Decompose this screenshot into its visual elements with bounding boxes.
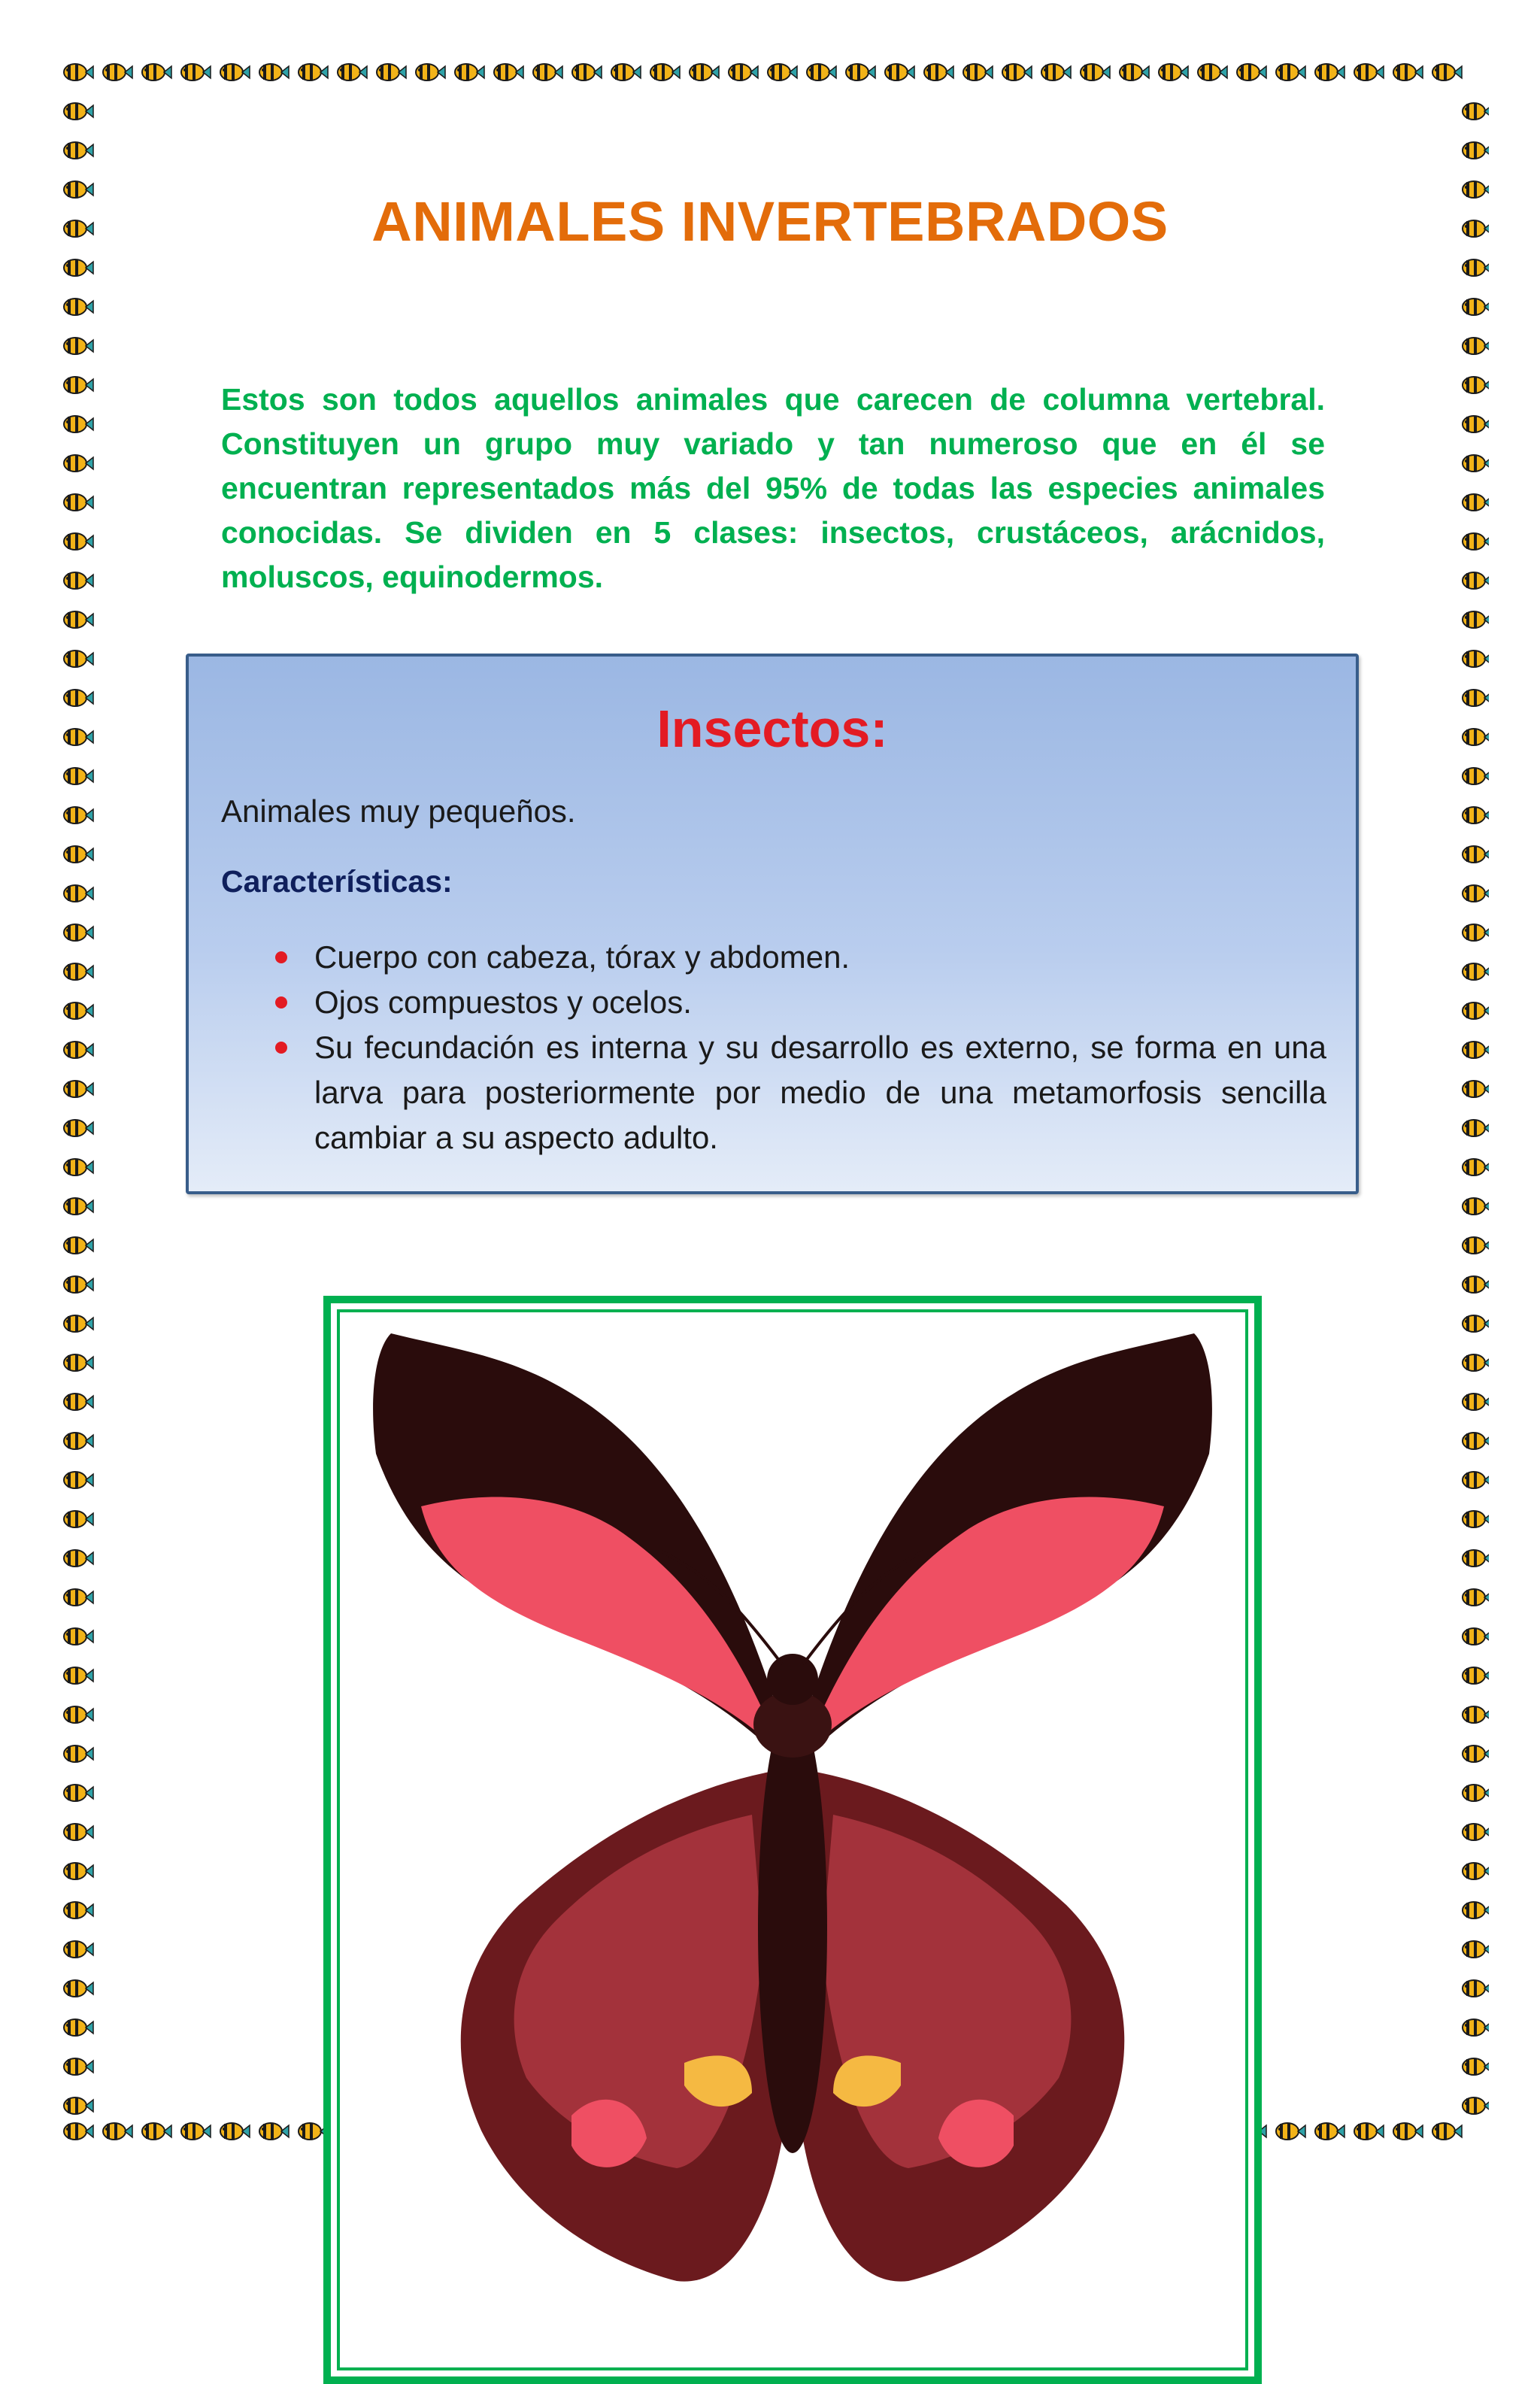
- fish-icon: [1463, 1785, 1489, 1801]
- fish-icon: [64, 846, 93, 863]
- fish-icon: [64, 1863, 93, 1879]
- fish-icon: [1463, 1902, 1489, 1918]
- fish-icon: [1463, 807, 1489, 823]
- fish-icon: [1463, 1863, 1489, 1879]
- fish-icon: [455, 64, 484, 80]
- fish-icon: [299, 64, 328, 80]
- fish-icon: [64, 1550, 93, 1567]
- fish-icon: [1463, 1315, 1489, 1332]
- fish-icon: [377, 64, 406, 80]
- fish-icon: [1463, 1746, 1489, 1762]
- fish-icon: [1463, 611, 1489, 628]
- fish-icon: [64, 338, 93, 354]
- fish-icon: [1463, 729, 1489, 745]
- fish-icon: [1463, 494, 1489, 511]
- fish-icon: [650, 64, 680, 80]
- fish-icon: [1463, 338, 1489, 354]
- fish-icon: [103, 64, 132, 80]
- list-item: [221, 1025, 1326, 1160]
- fish-icon: [1463, 768, 1489, 784]
- fish-icon: [64, 64, 93, 80]
- card-subtitle: Animales muy pequeños.: [221, 793, 576, 829]
- fish-icon: [846, 64, 875, 80]
- list-item-text: Su fecundación es interna y su desarrollo es externo, se forma en una larva para posteriormente por medio de una metamorfosis sencilla cambiar a su aspecto adulto.: [314, 1030, 1326, 1155]
- fish-icon: [64, 1628, 93, 1645]
- fish-icon: [1463, 1159, 1489, 1175]
- fish-icon: [1393, 2123, 1423, 2140]
- fish-icon: [1120, 64, 1149, 80]
- fish-icon: [1432, 2123, 1462, 2140]
- fish-icon: [1463, 572, 1489, 589]
- fish-icon: [1463, 142, 1489, 159]
- fish-icon: [64, 1941, 93, 1958]
- fish-icon: [64, 690, 93, 706]
- fish-icon: [181, 2123, 211, 2140]
- bullet-icon: [275, 996, 287, 1008]
- fish-icon: [64, 103, 93, 120]
- fish-icon: [1463, 1394, 1489, 1410]
- fish-icon: [181, 64, 211, 80]
- fish-icon: [1354, 64, 1384, 80]
- fish-icon: [64, 2123, 93, 2140]
- fish-icon: [1463, 1589, 1489, 1606]
- fish-icon: [416, 64, 445, 80]
- fish-icon: [64, 1667, 93, 1684]
- fish-icon: [1315, 64, 1344, 80]
- fish-icon: [64, 1081, 93, 1097]
- fish-icon: [64, 1472, 93, 1488]
- fish-icon: [807, 64, 836, 80]
- fish-icon: [338, 64, 367, 80]
- fish-icon: [1393, 64, 1423, 80]
- fish-icon: [1463, 963, 1489, 980]
- fish-icon: [64, 1276, 93, 1293]
- fish-icon: [64, 377, 93, 393]
- insectos-card: [186, 654, 1359, 1194]
- characteristics-list: [221, 935, 1326, 1160]
- fish-icon: [259, 64, 289, 80]
- fish-icon: [1081, 64, 1110, 80]
- fish-icon: [963, 64, 993, 80]
- fish-icon: [885, 64, 914, 80]
- fish-icon: [1463, 1433, 1489, 1449]
- fish-icon: [64, 455, 93, 472]
- fish-icon: [1463, 533, 1489, 550]
- fish-icon: [103, 2123, 132, 2140]
- fish-icon: [1463, 846, 1489, 863]
- fish-icon: [1463, 299, 1489, 315]
- fish-icon: [64, 1394, 93, 1410]
- fish-icon: [64, 142, 93, 159]
- fish-icon: [64, 729, 93, 745]
- fish-icon: [64, 1002, 93, 1019]
- fish-icon: [64, 299, 93, 315]
- fish-icon: [1463, 651, 1489, 667]
- fish-icon: [1463, 690, 1489, 706]
- list-item: [221, 980, 1326, 1025]
- bullet-icon: [275, 1042, 287, 1054]
- fish-icon: [64, 1980, 93, 1997]
- fish-icon: [64, 259, 93, 276]
- fish-icon: [64, 924, 93, 941]
- fish-icon: [64, 611, 93, 628]
- fish-icon: [1463, 1120, 1489, 1136]
- fish-icon: [64, 1315, 93, 1332]
- fish-icon: [1463, 1511, 1489, 1527]
- fish-icon: [64, 885, 93, 902]
- fish-icon: [1276, 64, 1305, 80]
- fish-icon: [64, 1824, 93, 1840]
- fish-icon: [64, 768, 93, 784]
- fish-icon: [64, 1198, 93, 1215]
- fish-icon: [64, 2097, 93, 2114]
- fish-icon: [1159, 64, 1188, 80]
- fish-icon: [1463, 1824, 1489, 1840]
- bullet-icon: [275, 951, 287, 963]
- fish-icon: [1463, 1237, 1489, 1254]
- fish-icon: [1463, 1042, 1489, 1058]
- fish-icon: [690, 64, 719, 80]
- fish-icon: [1237, 64, 1266, 80]
- fish-icon: [259, 2123, 289, 2140]
- fish-icon: [142, 64, 171, 80]
- fish-icon: [533, 64, 562, 80]
- list-item: [221, 935, 1326, 980]
- fish-icon: [1463, 416, 1489, 432]
- fish-icon: [1463, 1628, 1489, 1645]
- fish-icon: [1354, 2123, 1384, 2140]
- butterfly-icon: [331, 1303, 1254, 2376]
- fish-icon: [729, 64, 758, 80]
- card-title: Insectos:: [656, 699, 888, 758]
- butterfly-image-frame: [323, 1296, 1262, 2384]
- characteristics-label: Características:: [221, 864, 453, 899]
- intro-paragraph: Estos son todos aquellos animales que carecen de columna vertebral. Constituyen un grupo muy variado y tan numeroso que en él se encuentran representados más del 95% de todas las especies animales conocidas. Se dividen en 5 clases: insectos, crustáceos, arácnidos, moluscos, equinodermos.: [221, 382, 1325, 594]
- fish-icon: [1463, 2019, 1489, 2036]
- fish-icon: [220, 2123, 250, 2140]
- fish-icon: [1463, 1472, 1489, 1488]
- fish-icon: [64, 1785, 93, 1801]
- fish-icon: [64, 2058, 93, 2075]
- list-item-text: Ojos compuestos y ocelos.: [314, 984, 692, 1020]
- fish-icon: [64, 1589, 93, 1606]
- fish-icon: [572, 64, 602, 80]
- fish-icon: [64, 1433, 93, 1449]
- fish-icon: [1463, 1081, 1489, 1097]
- fish-icon: [64, 1042, 93, 1058]
- fish-icon: [1041, 64, 1071, 80]
- fish-icon: [1463, 259, 1489, 276]
- fish-icon: [1002, 64, 1032, 80]
- fish-icon: [64, 416, 93, 432]
- fish-icon: [64, 1902, 93, 1918]
- fish-icon: [64, 1237, 93, 1254]
- fish-icon: [64, 2019, 93, 2036]
- fish-icon: [64, 1511, 93, 1527]
- fish-icon: [1463, 103, 1489, 120]
- fish-icon: [1463, 1706, 1489, 1723]
- page-title: ANIMALES INVERTEBRADOS: [371, 190, 1169, 253]
- fish-icon: [1463, 2097, 1489, 2114]
- fish-icon: [1198, 64, 1227, 80]
- fish-icon: [64, 1706, 93, 1723]
- fish-icon: [64, 494, 93, 511]
- fish-icon: [64, 807, 93, 823]
- fish-icon: [1463, 1980, 1489, 1997]
- fish-icon: [768, 64, 797, 80]
- fish-icon: [64, 1120, 93, 1136]
- fish-icon: [1432, 64, 1462, 80]
- fish-icon: [924, 64, 953, 80]
- fish-icon: [64, 1746, 93, 1762]
- fish-icon: [220, 64, 250, 80]
- fish-icon: [1463, 1276, 1489, 1293]
- fish-icon: [1463, 1002, 1489, 1019]
- fish-icon: [1463, 1550, 1489, 1567]
- fish-icon: [611, 64, 641, 80]
- fish-icon: [1463, 1667, 1489, 1684]
- fish-icon: [64, 963, 93, 980]
- fish-icon: [1463, 2058, 1489, 2075]
- fish-icon: [494, 64, 523, 80]
- fish-icon: [64, 533, 93, 550]
- fish-icon: [1463, 1198, 1489, 1215]
- fish-icon: [1463, 885, 1489, 902]
- fish-icon: [1463, 924, 1489, 941]
- fish-icon: [1315, 2123, 1344, 2140]
- fish-icon: [64, 651, 93, 667]
- fish-icon: [142, 2123, 171, 2140]
- fish-icon: [64, 1159, 93, 1175]
- fish-icon: [1463, 455, 1489, 472]
- list-item-text: Cuerpo con cabeza, tórax y abdomen.: [314, 939, 850, 975]
- fish-icon: [1276, 2123, 1305, 2140]
- fish-icon: [1463, 1354, 1489, 1371]
- fish-icon: [1463, 377, 1489, 393]
- fish-icon: [1463, 1941, 1489, 1958]
- fish-icon: [64, 572, 93, 589]
- fish-icon: [64, 1354, 93, 1371]
